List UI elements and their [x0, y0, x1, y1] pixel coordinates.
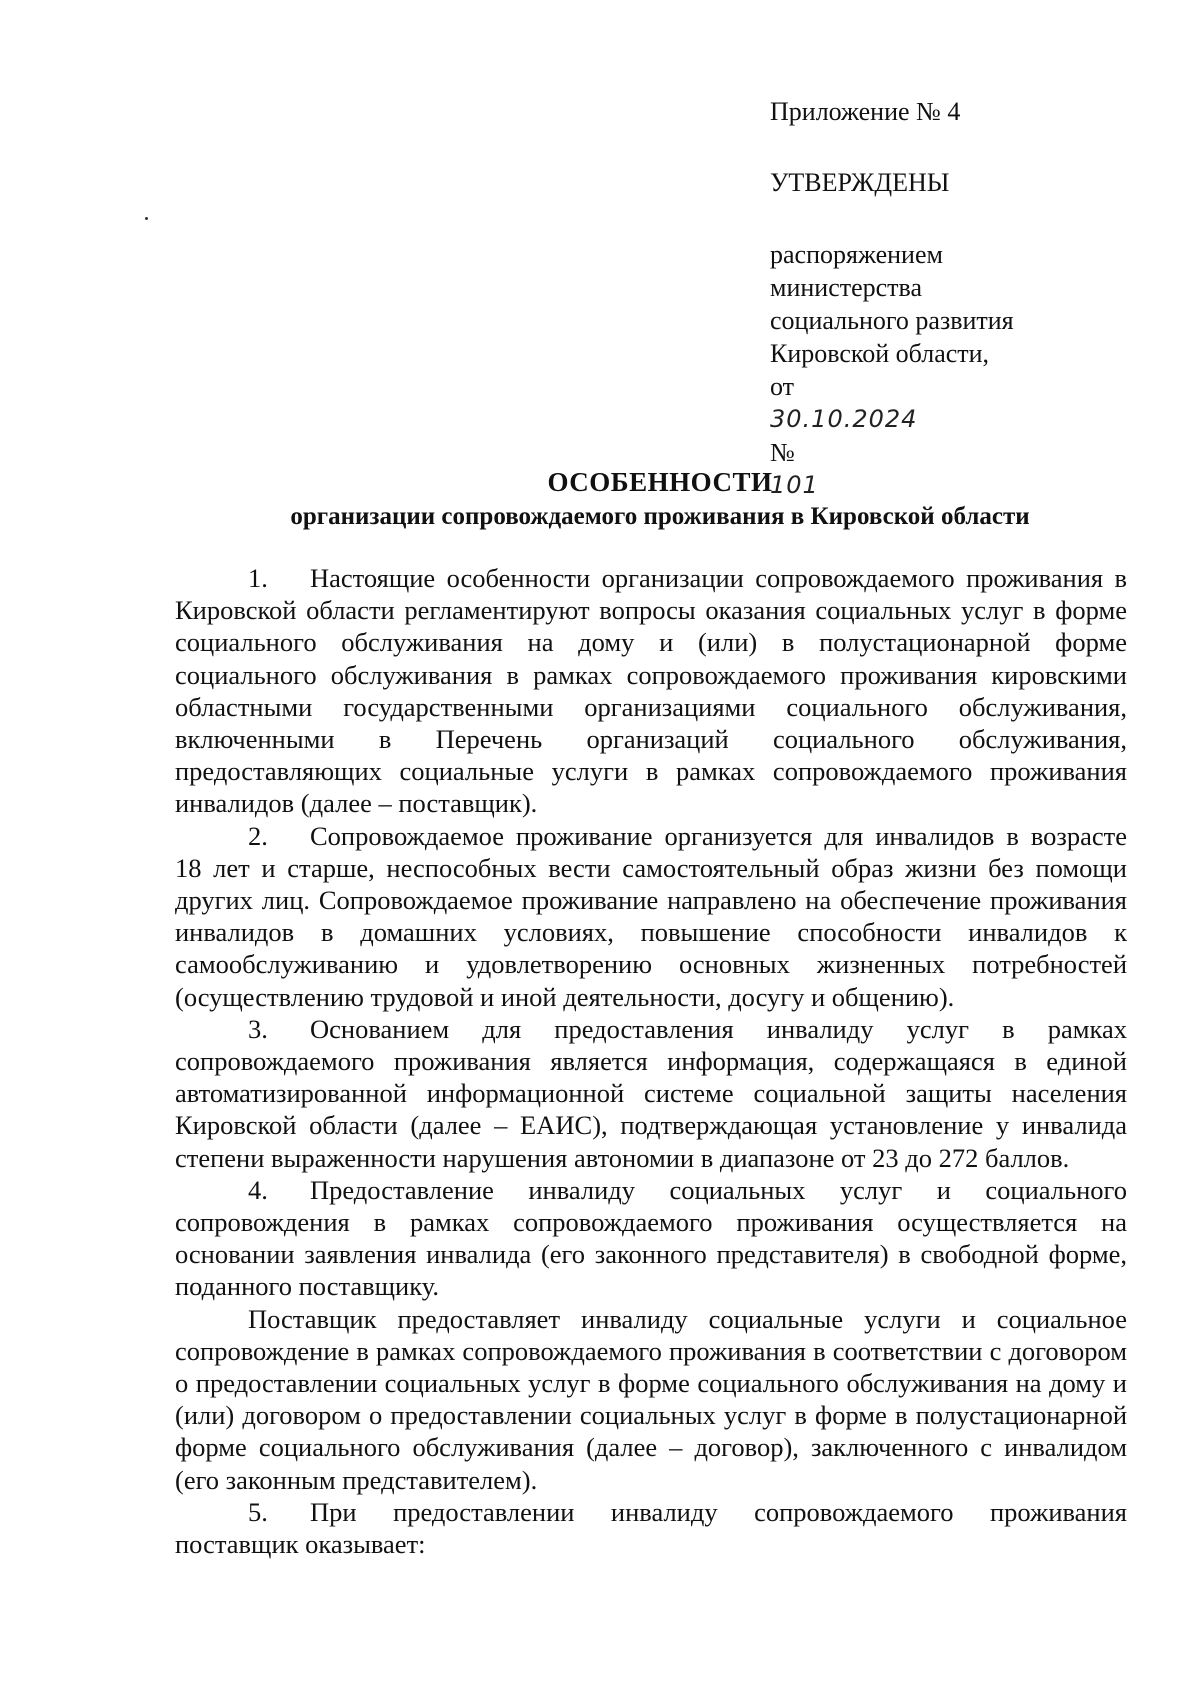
paragraph-text: Сопровождаемое проживание организуется для инвалидов в возрасте 18 лет и старше, неспособных вести самостоятельный образ жизни без помощи других лиц. Сопровождаемое проживание направлено на обеспечение проживания инвалидов в домашних условиях, повышение способности инвалидов к самообслуживанию и удовлетворению основных жизненных потребностей (осуществлению трудовой и иной деятельности, досугу и общению).: [175, 820, 1127, 1012]
paragraph-number: 4.: [248, 1174, 268, 1205]
document-title: [150, 465, 1170, 534]
paragraph-number: 5.: [248, 1496, 268, 1527]
paragraph-3: [175, 1013, 1127, 1174]
appendix-label: Приложение № 4: [770, 97, 961, 126]
handwritten-number: 101: [770, 471, 819, 499]
paragraph-4: [175, 1174, 1127, 1303]
number-sign: №: [770, 438, 795, 467]
authority-line: социального развития: [770, 306, 1014, 335]
title-subtitle: организации сопровождаемого проживания в Кировской области: [290, 503, 1030, 530]
approval-authority: [770, 238, 1170, 502]
date-prefix: от: [770, 372, 795, 401]
paragraph-1: [175, 562, 1127, 820]
authority-line: министерства: [770, 273, 923, 302]
title-main: ОСОБЕННОСТИ: [547, 467, 773, 497]
paragraph-number: 2.: [248, 820, 268, 851]
paragraph-number: 3.: [248, 1013, 268, 1044]
paragraph-number: 1.: [248, 563, 268, 593]
paragraph-text: Настоящие особенности организации сопровождаемого проживания в Кировской области регламентируют вопросы оказания социальных услуг в форме социального обслуживания на дому и (или) в полустационарной форме социального обслуживания в рамках сопровождаемого проживания кировскими областными государственными организациями социального обслуживания, включенными в Перечень организаций социального обслуживания, предоставляющих социальные услуги в рамках сопровождаемого проживания инвалидов (далее – поставщик).: [175, 563, 1127, 819]
paragraph-text: Поставщик предоставляет инвалиду социальные услуги и социальное сопровождение в рамках сопровождаемого проживания в соответствии с договором о предоставлении социальных услуг в форме социального обслуживания на дому и (или) договором о предоставлении социальных услуг в форме в полустационарной форме социального обслуживания (далее – договор), заключенного с инвалидом (его законным представителем).: [175, 1303, 1127, 1495]
paragraph-2: [175, 820, 1127, 1013]
paragraph-4-continued: [175, 1303, 1127, 1496]
handwritten-date: 30.10.2024: [770, 405, 918, 433]
approval-block: [770, 95, 1170, 502]
paragraph-text: Основанием для предоставления инвалиду услуг в рамках сопровождаемого проживания является информация, содержащаяся в единой автоматизированной информационной системе социальной защиты населения Кировской области (далее – ЕАИС), подтверждающая установление у инвалида степени выраженности нарушения автономии в диапазоне от 23 до 272 баллов.: [175, 1013, 1127, 1173]
authority-line: распоряжением: [770, 240, 943, 269]
document-body: [175, 562, 1127, 1560]
authority-line: Кировской области,: [770, 339, 990, 368]
paragraph-text: При предоставлении инвалиду сопровождаемого проживания поставщик оказывает:: [175, 1496, 1127, 1560]
scan-speck: [145, 217, 148, 220]
approved-label: УТВЕРЖДЕНЫ: [770, 168, 950, 197]
paragraph-5: [175, 1496, 1127, 1560]
paragraph-text: Предоставление инвалиду социальных услуг и социального сопровождения в рамках сопровождаемого проживания осуществляется на основании заявления инвалида (его законного представителя) в свободной форме, поданного поставщику.: [175, 1174, 1127, 1302]
